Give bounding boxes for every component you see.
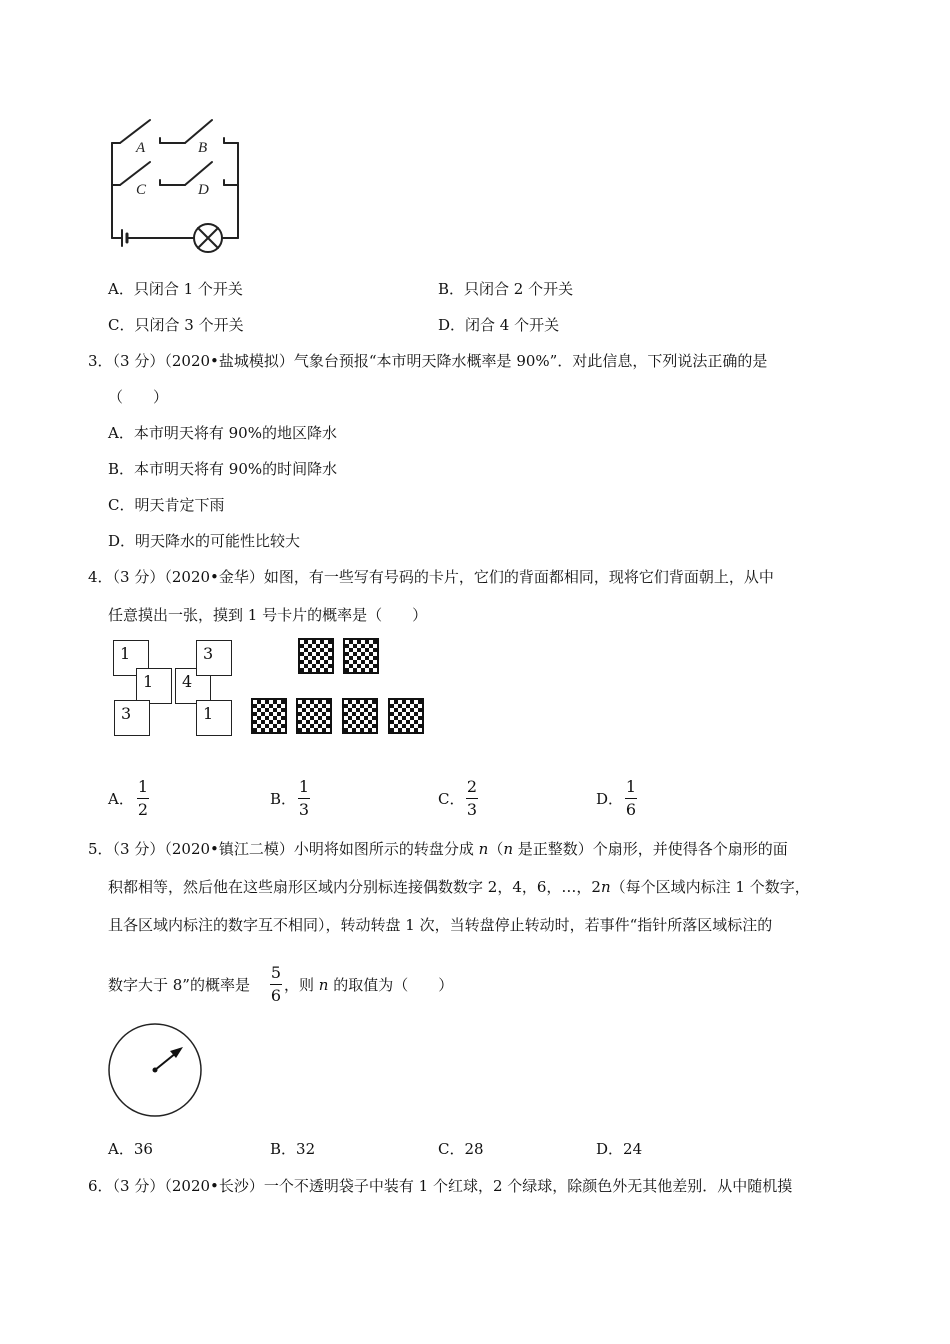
q5-probability-fraction: 5 6 xyxy=(270,963,282,1005)
circuit-diagram xyxy=(100,110,250,260)
q2-option-a: A．只闭合 1 个开关 xyxy=(108,280,243,298)
q4-option-c-fraction: 2 3 xyxy=(466,777,478,819)
number-card: 1 xyxy=(136,668,172,704)
q4-option-a-letter: A． xyxy=(108,790,134,808)
q4-stem-line2: 任意摸出一张，摸到 1 号卡片的概率是（ ） xyxy=(108,606,428,624)
q5-option-a: A．36 xyxy=(108,1140,153,1158)
q3-option-a: A．本市明天将有 90%的地区降水 xyxy=(108,424,337,442)
q5-stem-line2: 积都相等，然后他在这些扇形区域内分别标连接偶数数字 2，4，6，…，2n（每个区域内标注 1 个数字， xyxy=(108,878,810,896)
q5-option-c: C．28 xyxy=(438,1140,484,1158)
q4-option-a-fraction: 1 2 xyxy=(137,777,149,819)
q3-option-b: B．本市明天将有 90%的时间降水 xyxy=(108,460,338,478)
q2-option-d: D．闭合 4 个开关 xyxy=(438,316,560,334)
q5-stem-line1: 5．（3 分）（2020•镇江二模）小明将如图所示的转盘分成 n（n 是正整数）个扇形，并使得各个扇形的面 xyxy=(88,840,788,858)
q4-stem-line1: 4．（3 分）（2020•金华）如图，有一些写有号码的卡片，它们的背面都相同，现将它们背面朝上，从中 xyxy=(88,568,774,586)
card-back xyxy=(298,638,334,674)
number-card: 4 xyxy=(175,668,211,704)
q5-stem-line4-a: 数字大于 8”的概率是 xyxy=(108,976,250,994)
q6-stem-line1: 6．（3 分）（2020•长沙）一个不透明袋子中装有 1 个红球，2 个绿球，除颜色外无其他差别．从中随机摸 xyxy=(88,1177,793,1195)
number-card: 3 xyxy=(196,640,232,676)
switch-label-b: B xyxy=(198,140,208,156)
card-back xyxy=(251,698,287,734)
q3-option-d: D．明天降水的可能性比较大 xyxy=(108,532,301,550)
q3-stem-line2: （ ） xyxy=(108,388,169,406)
q5-option-b: B．32 xyxy=(270,1140,316,1158)
card-back xyxy=(296,698,332,734)
q5-stem-line4-b: ，则 n 的取值为（ ） xyxy=(284,976,454,994)
number-card: 1 xyxy=(113,640,149,676)
q4-option-b-fraction: 1 3 xyxy=(298,777,310,819)
card-back xyxy=(342,698,378,734)
q3-option-c: C．明天肯定下雨 xyxy=(108,496,225,514)
q5-option-d: D．24 xyxy=(596,1140,643,1158)
q4-option-c-letter: C． xyxy=(438,790,465,808)
q4-option-d-fraction: 1 6 xyxy=(625,777,637,819)
switch-label-c: C xyxy=(136,182,147,198)
q2-option-c: C．只闭合 3 个开关 xyxy=(108,316,244,334)
number-card: 3 xyxy=(114,700,150,736)
q2-option-b: B．只闭合 2 个开关 xyxy=(438,280,574,298)
q5-stem-line3: 且各区域内标注的数字互不相同），转动转盘 1 次，当转盘停止转动时，若事件“指针所落区域标注的 xyxy=(108,916,773,934)
switch-label-a: A xyxy=(136,140,146,156)
card-back xyxy=(388,698,424,734)
q3-stem-line1: 3．（3 分）（2020•盐城模拟）气象台预报“本市明天降水概率是 90%”．对此信息，下列说法正确的是 xyxy=(88,352,768,370)
switch-label-d: D xyxy=(198,182,209,198)
q4-option-b-letter: B． xyxy=(270,790,297,808)
q4-option-d-letter: D． xyxy=(596,790,624,808)
number-card: 1 xyxy=(196,700,232,736)
card-back xyxy=(343,638,379,674)
spinner-figure xyxy=(104,1022,208,1122)
